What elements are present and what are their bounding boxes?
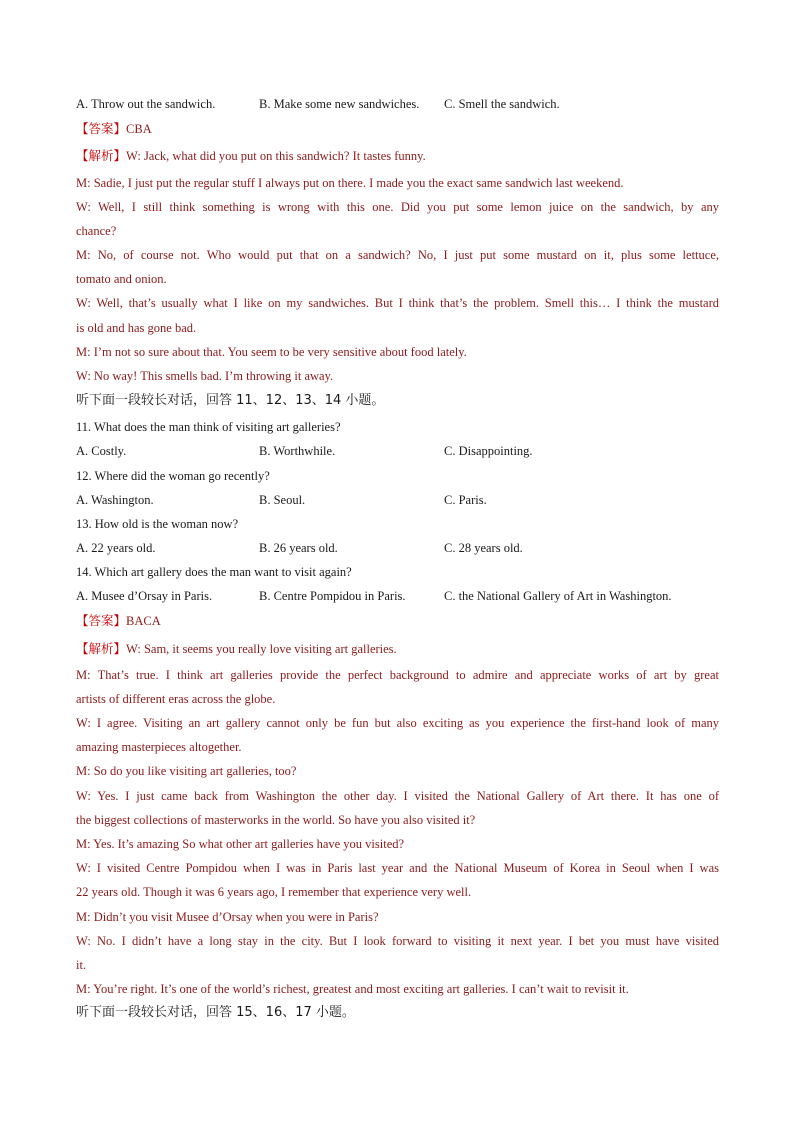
analysis-line: W: Well, I still think something is wrong with this one. Did you put some lemon juice on the sandwich, by any [76,200,719,214]
analysis-line: chance? [76,224,117,238]
analysis-line: M: Didn’t you visit Musee d’Orsay when you were in Paris? [76,910,379,924]
q10-option-a: A. Throw out the sandwich. [76,97,216,111]
analysis-line: 【解析】W: Sam, it seems you really love visiting art galleries. [76,641,397,656]
analysis-line: M: I’m not so sure about that. You seem to be very sensitive about food lately. [76,345,467,359]
q10-option-c: C. Smell the sandwich. [444,97,560,111]
analysis-line: artists of different eras across the globe. [76,692,276,706]
question-option-b: B. Worthwhile. [259,444,336,458]
analysis-line: M: So do you like visiting art galleries, too? [76,764,297,778]
analysis-line: M: That’s true. I think art galleries provide the perfect background to admire and appreciate works of art by great [76,668,719,682]
analysis-line: tomato and onion. [76,272,167,286]
question-stem: 13. How old is the woman now? [76,517,239,531]
question-option-c: C. Disappointing. [444,444,533,458]
analysis-line: is old and has gone bad. [76,321,197,335]
analysis-line: the biggest collections of masterworks in the world. So have you also visited it? [76,813,476,827]
question-stem: 14. Which art gallery does the man want to visit again? [76,565,352,579]
question-option-a: A. Costly. [76,444,127,458]
answer-tag: 【答案】 [76,613,127,628]
analysis-line: W: I agree. Visiting an art gallery cannot only be fun but also exciting as you experience the first-hand look of many [76,716,719,730]
analysis-line: W: Well, that’s usually what I like on my sandwiches. But I think that’s the problem. Smell this… I think the mustard [76,296,719,310]
analysis-tag: 【解析】 [76,641,127,656]
analysis-line: W: No. I didn’t have a long stay in the city. But I look forward to visiting it next year. I bet you must have visited [76,934,719,948]
q10-option-b: B. Make some new sandwiches. [259,97,420,111]
question-option-a: A. Musee d’Orsay in Paris. [76,589,213,603]
answer-line-2 [76,613,161,629]
question-option-c: C. the National Gallery of Art in Washington. [444,589,672,603]
question-option-c: C. Paris. [444,493,487,507]
analysis-line: W: Yes. I just came back from Washington the other day. I visited the National Gallery of Art there. It has one of [76,789,719,803]
question-option-c: C. 28 years old. [444,541,523,555]
analysis-line: it. [76,958,87,972]
analysis-line: W: I visited Centre Pompidou when I was in Paris last year and the National Museum of Korea in Seoul when I was [76,861,719,875]
analysis-line: 【解析】W: Jack, what did you put on this sandwich? It tastes funny. [76,148,426,163]
analysis-line: M: No, of course not. Who would put that on a sandwich? No, I just put some mustard on it, plus some lettuce, [76,248,719,262]
section-instruction: 听下面一段较长对话，回答 15、16、17 小题。 [76,1005,355,1020]
analysis-line: W: No way! This smells bad. I’m throwing it away. [76,369,334,383]
answer-value: BACA [126,614,161,628]
answer-value: CBA [126,122,152,136]
question-option-b: B. Seoul. [259,493,306,507]
analysis-line: amazing masterpieces altogether. [76,740,242,754]
question-option-a: A. Washington. [76,493,154,507]
answer-line-1 [76,121,152,137]
analysis-line: 22 years old. Though it was 6 years ago, I remember that experience very well. [76,885,472,899]
question-stem: 12. Where did the woman go recently? [76,469,270,483]
analysis-line: M: You’re right. It’s one of the world’s richest, greatest and most exciting art galleries. I can’t wait to revisit it. [76,982,629,996]
analysis-line: M: Yes. It’s amazing So what other art galleries have you visited? [76,837,405,851]
question-option-a: A. 22 years old. [76,541,156,555]
question-option-b: B. Centre Pompidou in Paris. [259,589,406,603]
analysis-tag: 【解析】 [76,148,127,163]
question-option-b: B. 26 years old. [259,541,338,555]
analysis-line: M: Sadie, I just put the regular stuff I always put on there. I made you the exact same sandwich last weekend. [76,176,624,190]
question-stem: 11. What does the man think of visiting art galleries? [76,420,341,434]
section-instruction: 听下面一段较长对话，回答 11、12、13、14 小题。 [76,393,385,408]
answer-tag: 【答案】 [76,121,127,136]
